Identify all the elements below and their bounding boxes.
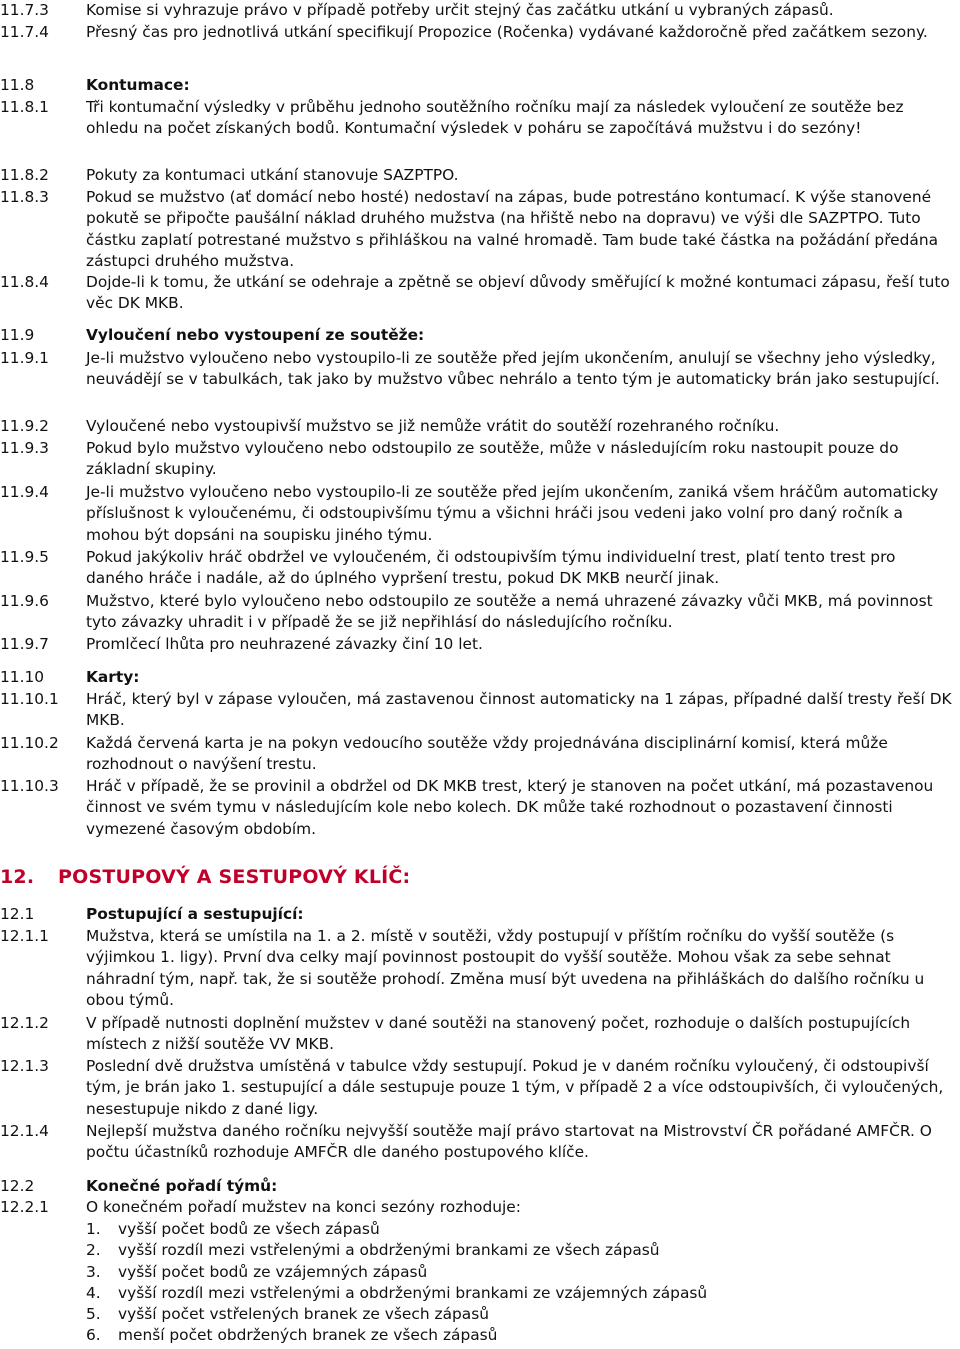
list-item-number: 6. [86, 1326, 101, 1345]
list-item [86, 1325, 707, 1346]
list-item-number: 2. [86, 1241, 101, 1260]
rule-11-9-4 [0, 482, 960, 546]
list-item-text: vyšší počet vstřelených branek ze všech zápasů [118, 1305, 489, 1324]
rule-text: Vyloučené nebo vystoupivší mužstvo se již nemůže vrátit do soutěží rozehraného ročníku. [86, 417, 780, 435]
rule-number: 11.9.7 [0, 635, 49, 653]
section-number: 11.9 [0, 326, 35, 344]
rule-12-2-1 [0, 1197, 960, 1218]
rule-11-8-4 [0, 272, 960, 315]
rule-text: Dojde-li k tomu, že utkání se odehraje a zpětně se objeví důvody směřující k možné kontumaci zápasu, řeší tuto věc DK MKB. [86, 273, 950, 313]
rule-text: Tři kontumační výsledky v průběhu jednoho soutěžního ročníku mají za následek vyloučení ze soutěže bez ohledu na počet získaných bodů. Kontumační výsledek v poháru se započítává mužstvu i do sezóny! [86, 98, 904, 138]
rule-11-8-2 [0, 165, 960, 186]
rule-12-1-4 [0, 1121, 960, 1164]
section-number: 11.8 [0, 76, 35, 94]
rule-number: 12.1.2 [0, 1014, 49, 1032]
list-item-number: 3. [86, 1262, 101, 1281]
rule-11-9-1 [0, 348, 960, 391]
list-item-text: vyšší rozdíl mezi vstřelenými a obdrženými brankami ze všech zápasů [118, 1241, 660, 1260]
list-item-number: 1. [86, 1220, 101, 1238]
rule-text: Pokud bylo mužstvo vyloučeno nebo odstoupilo ze soutěže, může v následujícím roku nastoupit pouze do základní skupiny. [86, 439, 899, 479]
section-number: 11.10 [0, 668, 45, 686]
rule-text: Komise si vyhrazuje právo v případě potřeby určit stejný čas začátku utkání u vybraných zápasů. [86, 1, 834, 19]
chapter-title: POSTUPOVÝ A SESTUPOVÝ KLÍČ: [58, 866, 411, 888]
list-item-number: 5. [86, 1305, 101, 1324]
rule-number: 11.9.3 [0, 439, 49, 457]
rule-text: Mužstva, která se umístila na 1. a 2. místě v soutěži, vždy postupují v příštím ročníku do vyšší soutěže (s výjimkou 1. ligy). První dva celky mají povinnost postoupit do vyšší soutěže. Mohou však za sebe sehnat náhradní tým, např. tak, že si soutěže prohodí. Změna musí být uvedena na přihláškách do dalšího ročníku u obou týmů. [86, 927, 925, 1009]
rule-text: Mužstvo, které bylo vyloučeno nebo odstoupilo ze soutěže a nemá uhrazené závazky vůči MKB, má povinnost tyto závazky uhradit i v případě že se již nepřihlásí do následujícího ročníku. [86, 592, 933, 632]
section-heading-12-1 [0, 904, 960, 925]
section-title: Vyloučení nebo vystoupení ze soutěže: [86, 326, 425, 344]
rule-text: O konečném pořadí mužstev na konci sezóny rozhoduje: [86, 1198, 521, 1216]
section-heading-11-10 [0, 667, 960, 688]
list-item-text: menší počet obdržených branek ze všech zápasů [118, 1326, 498, 1345]
rule-11-10-2 [0, 733, 960, 776]
chapter-heading-12 [0, 867, 410, 888]
list-item-text: vyšší počet bodů ze vzájemných zápasů [118, 1262, 428, 1281]
rule-number: 12.1.3 [0, 1057, 49, 1075]
rule-number: 11.8.3 [0, 188, 49, 206]
rule-number: 11.7.3 [0, 1, 49, 19]
ranking-criteria-list [86, 1219, 707, 1347]
section-heading-12-2 [0, 1176, 960, 1197]
list-item-number: 4. [86, 1283, 101, 1302]
rule-number: 11.8.4 [0, 273, 49, 291]
rule-text: Nejlepší mužstva daného ročníku nejvyšší soutěže mají právo startovat na Mistrovství ČR pořádané AMFČR. O počtu účastníků rozhoduje AMFČR dle daného postupového klíče. [86, 1122, 932, 1162]
rule-number: 11.10.3 [0, 777, 59, 795]
rule-number: 11.9.2 [0, 417, 49, 435]
rule-11-8-1 [0, 97, 960, 140]
rule-text: Je-li mužstvo vyloučeno nebo vystoupilo-li ze soutěže před jejím ukončením, zaniká všem hráčům automaticky příslušnost k vyloučenému, či odstoupivšímu týmu a všichni hráči jsou vedeni jako volní pro daný ročník a mohou být dopsáni na soupisku jiného týmu. [86, 483, 939, 544]
rule-text: V případě nutnosti doplnění mužstev v dané soutěži na stanovený počet, rozhoduje o dalších postupujících místech z nižší soutěže VV MKB. [86, 1014, 911, 1054]
rule-number: 12.1.4 [0, 1122, 49, 1140]
section-title: Postupující a sestupující: [86, 905, 304, 923]
rule-12-1-1 [0, 926, 960, 1011]
rule-text: Hráč v případě, že se provinil a obdržel od DK MKB trest, který je stanoven na počet utkání, má pozastavenou činnost ve svém tymu v následujícím kole nebo kolech. DK může také rozhodnout o pozastavení činnosti vymezené časovým obdobím. [86, 777, 934, 838]
rule-number: 11.9.6 [0, 592, 49, 610]
rule-number: 11.10.1 [0, 690, 59, 708]
rule-text: Pokud jakýkoliv hráč obdržel ve vyloučeném, či odstoupivším týmu individuelní trest, platí tento trest pro daného hráče i nadále, až do úplného vypršení trestu, pokud DK MKB neurčí jinak. [86, 548, 896, 588]
rule-text: Hráč, který byl v zápase vyloučen, má zastavenou činnost automaticky na 1 zápas, případné další tresty řeší DK MKB. [86, 690, 952, 730]
rule-text: Je-li mužstvo vyloučeno nebo vystoupilo-li ze soutěže před jejím ukončením, anulují se všechny jeho výsledky, neuvádějí se v tabulkách, tak jako by mužstvo vůbec nehrálo a tento tým je automaticky brán jako sestupující. [86, 349, 940, 389]
rule-11-7-4 [0, 22, 960, 43]
list-item [86, 1240, 707, 1261]
section-title: Kontumace: [86, 76, 190, 94]
rule-11-9-6 [0, 591, 960, 634]
rule-number: 11.8.2 [0, 166, 49, 184]
rule-11-9-2 [0, 416, 960, 437]
rule-text: Pokuty za kontumaci utkání stanovuje SAZPTPO. [86, 166, 459, 184]
rule-number: 11.8.1 [0, 98, 49, 116]
chapter-number: 12. [0, 866, 35, 888]
rule-11-8-3 [0, 187, 960, 272]
rule-11-9-3 [0, 438, 960, 481]
rule-11-7-3 [0, 0, 960, 21]
section-title: Konečné pořadí týmů: [86, 1177, 278, 1195]
rule-text: Přesný čas pro jednotlivá utkání specifikují Propozice (Ročenka) vydávané každoročně před začátkem sezony. [86, 23, 928, 41]
rule-number: 11.10.2 [0, 734, 59, 752]
rule-11-9-5 [0, 547, 960, 590]
list-item [86, 1219, 707, 1240]
section-heading-11-9 [0, 325, 960, 346]
list-item [86, 1262, 707, 1283]
rule-text: Poslední dvě družstva umístěná v tabulce vždy sestupují. Pokud je v daném ročníku vyloučený, či odstoupivší tým, je brán jako 1. sestupující a dále sestupuje pouze 1 tým, v případě 2 a více odstoupivších, či vyloučených, nesestupuje nikdo z dané ligy. [86, 1057, 944, 1118]
rule-number: 11.9.5 [0, 548, 49, 566]
rule-text: Pokud se mužstvo (ať domácí nebo hosté) nedostaví na zápas, bude potrestáno kontumací. K výše stanovené pokutě se připočte paušální náklad druhého mužstva (na hřiště nebo na dopravu) ve výši dle SAZPTPO. Tuto částku zaplatí potrestané mužstvo s přihláškou na valné hromadě. Tam bude také částka na požádání předána zástupci druhého mužstva. [86, 188, 939, 270]
list-item [86, 1283, 707, 1304]
list-item-text: vyšší počet bodů ze všech zápasů [118, 1220, 380, 1238]
rule-12-1-2 [0, 1013, 960, 1056]
list-item [86, 1304, 707, 1325]
rule-11-10-3 [0, 776, 960, 840]
section-number: 12.1 [0, 905, 35, 923]
list-item-text: vyšší rozdíl mezi vstřelenými a obdrženými brankami ze vzájemných zápasů [118, 1283, 708, 1302]
rule-11-10-1 [0, 689, 960, 732]
rule-text: Promlčecí lhůta pro neuhrazené závazky činí 10 let. [86, 635, 483, 653]
section-title: Karty: [86, 668, 140, 686]
rule-text: Každá červená karta je na pokyn vedoucího soutěže vždy projednávána disciplinární komisí, která může rozhodnout o navýšení trestu. [86, 734, 888, 774]
section-number: 12.2 [0, 1177, 35, 1195]
rule-number: 11.9.1 [0, 349, 49, 367]
rule-number: 11.7.4 [0, 23, 49, 41]
rule-number: 12.1.1 [0, 927, 49, 945]
rule-11-9-7 [0, 634, 960, 655]
rule-number: 12.2.1 [0, 1198, 49, 1216]
rule-number: 11.9.4 [0, 483, 49, 501]
rule-12-1-3 [0, 1056, 960, 1120]
section-heading-11-8 [0, 75, 960, 96]
